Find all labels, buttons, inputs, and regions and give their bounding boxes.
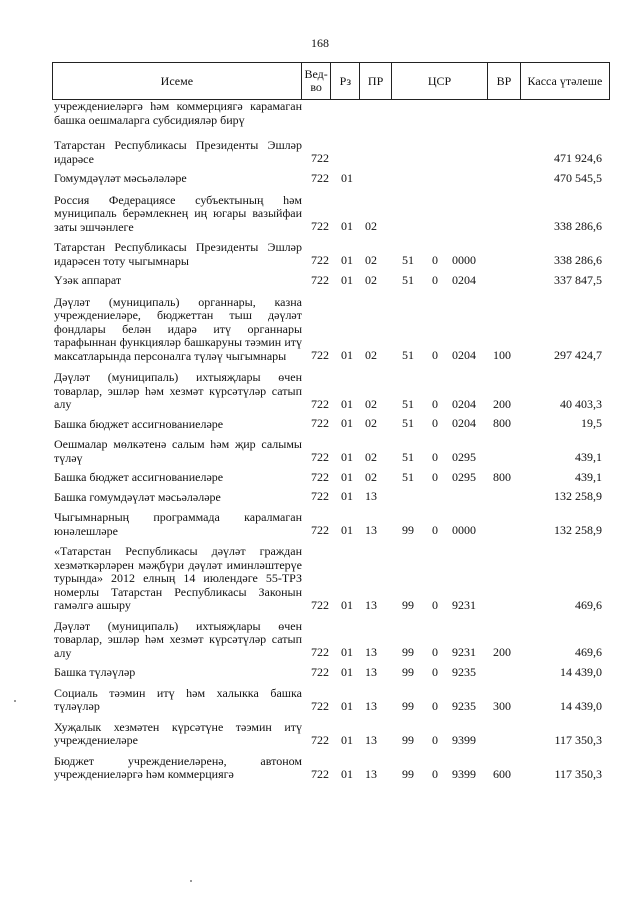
cell-ved: 722 — [311, 523, 329, 537]
cell-ved: 722 — [311, 732, 329, 747]
cell-vr: 800 — [493, 469, 511, 484]
table-row — [52, 192, 610, 235]
cell-csr-1: 51 — [402, 416, 414, 430]
cell-amount: 117 350,3 — [554, 732, 602, 747]
table-header — [52, 62, 610, 100]
table-row — [52, 753, 610, 782]
cell-csr-1: 51 — [402, 450, 414, 464]
cell-csr-1: 51 — [402, 469, 414, 484]
cell-csr-2: 0 — [432, 469, 438, 484]
cell-ved: 722 — [311, 151, 329, 165]
cell-rz: 01 — [341, 170, 353, 185]
cell-rz: 01 — [341, 396, 353, 411]
cell-rz: 01 — [341, 469, 353, 484]
cell-csr-2: 0 — [432, 348, 438, 362]
cell-rz: 01 — [341, 523, 353, 537]
row-name: Татарстан Республикасы Президенты Эшләр идарәсе — [54, 138, 302, 166]
cell-pr: 02 — [365, 272, 377, 287]
table-row — [52, 719, 610, 748]
table-row — [52, 685, 610, 714]
cell-amount: 338 286,6 — [554, 253, 602, 267]
cell-csr-2: 0 — [432, 698, 438, 713]
cell-ved: 722 — [311, 416, 329, 430]
table-row — [52, 137, 610, 166]
cell-vr: 600 — [493, 766, 511, 781]
row-name: Башка бюджет ассигнованиеләре — [54, 470, 224, 484]
cell-rz: 01 — [341, 732, 353, 747]
cell-csr-3: 0204 — [452, 396, 476, 411]
cell-vr: 300 — [493, 698, 511, 713]
cell-ved: 722 — [311, 597, 329, 612]
cell-pr: 13 — [365, 732, 377, 747]
row-name: Башка бюджет ассигнованиеләре — [54, 416, 224, 431]
cell-ved: 722 — [311, 253, 329, 267]
cell-rz: 01 — [341, 766, 353, 781]
cell-ved: 722 — [311, 450, 329, 464]
cell-ved: 722 — [311, 219, 329, 233]
cell-vr: 200 — [493, 396, 511, 411]
cell-pr: 13 — [365, 645, 377, 659]
row-name: Социаль тәэмин итү һәм халыкка башка түләүләр — [54, 685, 302, 713]
cell-amount: 471 924,6 — [554, 151, 602, 165]
cell-csr-1: 51 — [402, 253, 414, 267]
cell-csr-3: 9235 — [452, 698, 476, 713]
cell-csr-3: 9231 — [452, 645, 476, 659]
header-kassa: Касса үтәлеше — [521, 63, 610, 99]
cell-csr-1: 99 — [402, 732, 414, 747]
cell-ved: 722 — [311, 489, 329, 503]
cell-amount: 439,1 — [575, 469, 602, 484]
cell-csr-2: 0 — [432, 523, 438, 537]
cell-amount: 469,6 — [575, 645, 602, 659]
cell-amount: 132 258,9 — [554, 523, 602, 537]
header-csr: ЦСР — [392, 63, 488, 99]
cell-ved: 722 — [311, 766, 329, 781]
cell-rz: 01 — [341, 664, 353, 679]
row-name: Оешмалар мөлкәтенә салым һәм җир салымы түләү — [54, 437, 302, 465]
table-row — [52, 416, 610, 432]
cell-amount: 439,1 — [575, 450, 602, 464]
cell-csr-2: 0 — [432, 253, 438, 267]
table-row — [52, 272, 610, 288]
cell-csr-2: 0 — [432, 766, 438, 781]
cell-amount: 132 258,9 — [554, 489, 602, 503]
cell-rz: 01 — [341, 253, 353, 267]
cell-amount: 40 403,3 — [560, 396, 602, 411]
cell-csr-3: 9399 — [452, 732, 476, 747]
cell-amount: 14 439,0 — [560, 698, 602, 713]
table-row — [52, 509, 610, 538]
cell-csr-1: 51 — [402, 348, 414, 362]
cell-pr: 02 — [365, 396, 377, 411]
cell-csr-3: 0204 — [452, 348, 476, 362]
cell-pr: 13 — [365, 698, 377, 713]
cell-amount: 470 545,5 — [554, 170, 602, 185]
table-row — [52, 369, 610, 412]
cell-ved: 722 — [311, 348, 329, 362]
cell-ved: 722 — [311, 396, 329, 411]
cell-csr-3: 0000 — [452, 523, 476, 537]
header-vr: ВР — [488, 63, 521, 99]
row-name: Дәүләт (муниципаль) ихтыяҗлары өчен товарлар, эшләр һәм хезмәт күрсәтүләр сатып алу — [54, 618, 302, 660]
row-name: «Татарстан Республикасы дәүләт граждан хезмәткәрләрен мәҗбүри дәүләт иминләштерүе турында» 2012 елның 14 июлендәге 55-ТРЗ номерлы Татарстан Республикасы Законын гамәлгә ашыру — [54, 544, 302, 612]
cell-ved: 722 — [311, 170, 329, 185]
header-name: Исеме — [53, 63, 302, 99]
cell-rz: 01 — [341, 450, 353, 464]
cell-rz: 01 — [341, 698, 353, 713]
cell-csr-1: 51 — [402, 272, 414, 287]
cell-csr-1: 51 — [402, 396, 414, 411]
cell-csr-1: 99 — [402, 664, 414, 679]
row-name: Гомумдәүләт мәсьәләләре — [54, 171, 187, 185]
cell-csr-3: 0000 — [452, 253, 476, 267]
cell-amount: 19,5 — [581, 416, 602, 430]
cell-pr: 02 — [365, 469, 377, 484]
cell-csr-2: 0 — [432, 450, 438, 464]
scan-speck — [14, 700, 16, 702]
cell-rz: 01 — [341, 416, 353, 430]
cell-pr: 02 — [365, 450, 377, 464]
header-rz: Рз — [331, 63, 360, 99]
cell-csr-3: 0204 — [452, 416, 476, 430]
cell-pr: 02 — [365, 416, 377, 430]
table-row — [52, 489, 610, 505]
header-pr: ПР — [360, 63, 392, 99]
row-name: Бюджет учреждениеләренә, автоном учреждениеләргә һәм коммерциягә — [54, 753, 302, 781]
cell-amount: 14 439,0 — [560, 664, 602, 679]
cell-csr-1: 99 — [402, 698, 414, 713]
cell-csr-2: 0 — [432, 597, 438, 612]
cell-rz: 01 — [341, 348, 353, 362]
cell-pr: 13 — [365, 766, 377, 781]
table-row — [52, 100, 610, 127]
table-row — [52, 543, 610, 613]
cell-csr-3: 9231 — [452, 597, 476, 612]
cell-csr-2: 0 — [432, 396, 438, 411]
cell-rz: 01 — [341, 597, 353, 612]
row-name: учреждениеләргә һәм коммерциягә карамаган башка оешмаларга субсидияләр бирү — [54, 99, 302, 127]
cell-csr-1: 99 — [402, 597, 414, 612]
cell-ved: 722 — [311, 469, 329, 484]
cell-pr: 02 — [365, 253, 377, 267]
cell-csr-1: 99 — [402, 523, 414, 537]
header-ved: Вед-во — [302, 63, 332, 99]
cell-ved: 722 — [311, 664, 329, 679]
page-number: 168 — [311, 36, 329, 50]
cell-csr-3: 0295 — [452, 469, 476, 484]
cell-ved: 722 — [311, 645, 329, 659]
cell-rz: 01 — [341, 272, 353, 287]
cell-csr-3: 9399 — [452, 766, 476, 781]
cell-amount: 338 286,6 — [554, 219, 602, 233]
cell-rz: 01 — [341, 489, 353, 503]
cell-pr: 13 — [365, 523, 377, 537]
row-name: Россия Федерациясе субъектының һәм муниципаль берәмлекнең иң югары вазыйфаи заты эшчәнлеге — [54, 192, 302, 234]
row-name: Чыгымнарның программада каралмаган юнәлешләре — [54, 510, 302, 538]
cell-csr-2: 0 — [432, 732, 438, 747]
cell-csr-2: 0 — [432, 645, 438, 659]
row-name: Дәүләт (муниципаль) органнары, казна учреждениеләре, бюджеттан тыш дәүләт фондлары белән идарә итү органнары тарафыннан функцияләр башкаруны тәэмин итү максатларында персоналга түләү чыгымнары — [54, 294, 302, 363]
row-name: Дәүләт (муниципаль) ихтыяҗлары өчен товарлар, эшләр һәм хезмәт күрсәтүләр сатып алу — [54, 370, 302, 411]
cell-amount: 117 350,3 — [554, 766, 602, 781]
cell-csr-3: 0295 — [452, 450, 476, 464]
row-name: Татарстан Республикасы Президенты Эшләр идарәсен тоту чыгымнары — [54, 240, 302, 268]
cell-csr-1: 99 — [402, 645, 414, 659]
row-name: Башка гомумдәүләт мәсьәләләре — [54, 489, 221, 504]
cell-pr: 13 — [365, 597, 377, 612]
cell-rz: 01 — [341, 219, 353, 233]
cell-ved: 722 — [311, 272, 329, 287]
cell-ved: 722 — [311, 698, 329, 713]
cell-pr: 02 — [365, 348, 377, 362]
cell-vr: 100 — [493, 348, 511, 362]
cell-csr-2: 0 — [432, 272, 438, 287]
table-row — [52, 469, 610, 485]
cell-csr-1: 99 — [402, 766, 414, 781]
cell-amount: 337 847,5 — [554, 272, 602, 287]
scan-speck — [190, 880, 192, 882]
cell-amount: 469,6 — [575, 597, 602, 612]
cell-csr-2: 0 — [432, 664, 438, 679]
table-row — [52, 294, 610, 364]
row-name: Үзәк аппарат — [54, 273, 122, 287]
table-body — [52, 100, 610, 782]
cell-pr: 13 — [365, 664, 377, 679]
table-row — [52, 239, 610, 268]
cell-rz: 01 — [341, 645, 353, 659]
table-row — [52, 170, 610, 186]
row-name: Хуҗалык хезмәтен күрсәтүне тәэмин итү учреждениеләре — [54, 719, 302, 747]
table-row — [52, 664, 610, 680]
cell-csr-3: 9235 — [452, 664, 476, 679]
cell-csr-3: 0204 — [452, 272, 476, 287]
cell-pr: 13 — [365, 489, 377, 503]
cell-amount: 297 424,7 — [554, 348, 602, 362]
cell-csr-2: 0 — [432, 416, 438, 430]
budget-table — [52, 62, 610, 782]
cell-vr: 800 — [493, 416, 511, 430]
cell-pr: 02 — [365, 219, 377, 233]
cell-vr: 200 — [493, 645, 511, 659]
table-row — [52, 436, 610, 465]
table-row — [52, 618, 610, 661]
row-name: Башка түләүләр — [54, 665, 136, 679]
